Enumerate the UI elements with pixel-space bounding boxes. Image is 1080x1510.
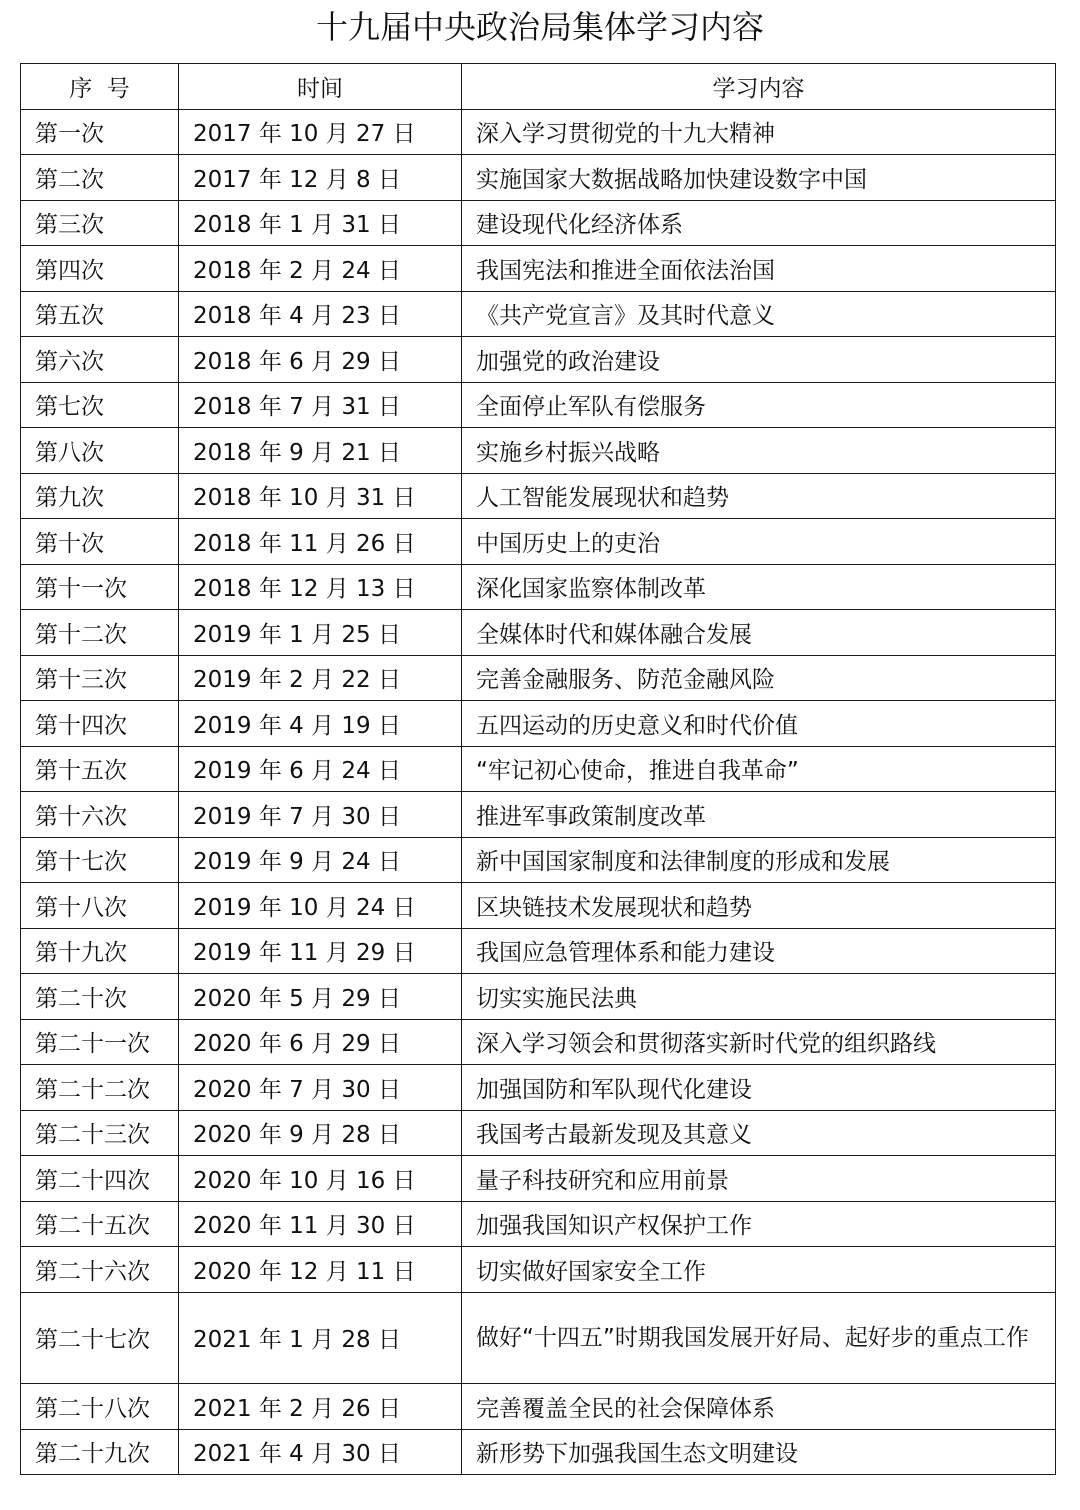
date-cell: 2019 年 9 月 24 日 (179, 837, 462, 883)
topic-cell: 五四运动的历史意义和时代价值 (462, 701, 1056, 747)
date-cell: 2021 年 4 月 30 日 (179, 1429, 462, 1475)
topic-cell: 实施乡村振兴战略 (462, 428, 1056, 474)
date-cell: 2019 年 11 月 29 日 (179, 928, 462, 974)
topic-cell: 区块链技术发展现状和趋势 (462, 883, 1056, 929)
seq-cell: 第二十次 (21, 974, 179, 1020)
seq-cell: 第二十八次 (21, 1384, 179, 1430)
seq-cell: 第八次 (21, 428, 179, 474)
topic-cell: 我国应急管理体系和能力建设 (462, 928, 1056, 974)
seq-cell: 第二十五次 (21, 1201, 179, 1247)
date-cell: 2018 年 11 月 26 日 (179, 519, 462, 565)
date-cell: 2019 年 1 月 25 日 (179, 610, 462, 656)
topic-cell: 深入学习领会和贯彻落实新时代党的组织路线 (462, 1019, 1056, 1065)
topic-cell: 深化国家监察体制改革 (462, 564, 1056, 610)
date-cell: 2020 年 11 月 30 日 (179, 1201, 462, 1247)
topic-cell: 加强国防和军队现代化建设 (462, 1065, 1056, 1111)
date-cell: 2017 年 10 月 27 日 (179, 109, 462, 155)
table-header-row (21, 64, 1056, 110)
date-cell: 2018 年 1 月 31 日 (179, 200, 462, 246)
seq-cell: 第四次 (21, 246, 179, 292)
table-row (21, 655, 1056, 701)
seq-cell: 第十八次 (21, 883, 179, 929)
topic-cell: 实施国家大数据战略加快建设数字中国 (462, 155, 1056, 201)
topic-cell: 人工智能发展现状和趋势 (462, 473, 1056, 519)
date-cell: 2019 年 7 月 30 日 (179, 792, 462, 838)
seq-cell: 第十七次 (21, 837, 179, 883)
seq-cell: 第十三次 (21, 655, 179, 701)
table-row (21, 1156, 1056, 1202)
date-cell: 2018 年 2 月 24 日 (179, 246, 462, 292)
seq-cell: 第二十三次 (21, 1110, 179, 1156)
header-content: 学习内容 (462, 64, 1056, 110)
seq-cell: 第十五次 (21, 746, 179, 792)
topic-cell: 全媒体时代和媒体融合发展 (462, 610, 1056, 656)
table-row (21, 246, 1056, 292)
table-row (21, 1292, 1056, 1384)
table-row (21, 792, 1056, 838)
date-cell: 2018 年 9 月 21 日 (179, 428, 462, 474)
date-cell: 2020 年 9 月 28 日 (179, 1110, 462, 1156)
date-cell: 2019 年 4 月 19 日 (179, 701, 462, 747)
table-row (21, 428, 1056, 474)
seq-cell: 第一次 (21, 109, 179, 155)
table-row (21, 109, 1056, 155)
seq-cell: 第六次 (21, 337, 179, 383)
date-cell: 2017 年 12 月 8 日 (179, 155, 462, 201)
topic-cell: 我国考古最新发现及其意义 (462, 1110, 1056, 1156)
topic-cell: 新形势下加强我国生态文明建设 (462, 1429, 1056, 1475)
table-row (21, 155, 1056, 201)
date-cell: 2019 年 2 月 22 日 (179, 655, 462, 701)
date-cell: 2020 年 7 月 30 日 (179, 1065, 462, 1111)
date-cell: 2018 年 10 月 31 日 (179, 473, 462, 519)
seq-cell: 第五次 (21, 291, 179, 337)
date-cell: 2020 年 5 月 29 日 (179, 974, 462, 1020)
seq-cell: 第十六次 (21, 792, 179, 838)
seq-cell: 第二十六次 (21, 1247, 179, 1293)
seq-cell: 第十一次 (21, 564, 179, 610)
date-cell: 2020 年 10 月 16 日 (179, 1156, 462, 1202)
date-cell: 2018 年 6 月 29 日 (179, 337, 462, 383)
table-row (21, 291, 1056, 337)
topic-cell: 切实实施民法典 (462, 974, 1056, 1020)
topic-cell: “牢记初心使命，推进自我革命” (462, 746, 1056, 792)
topic-cell: 完善金融服务、防范金融风险 (462, 655, 1056, 701)
table-row (21, 519, 1056, 565)
table-row (21, 473, 1056, 519)
date-cell: 2021 年 2 月 26 日 (179, 1384, 462, 1430)
topic-cell: 新中国国家制度和法律制度的形成和发展 (462, 837, 1056, 883)
seq-cell: 第七次 (21, 382, 179, 428)
table-row (21, 1429, 1056, 1475)
table-row (21, 1019, 1056, 1065)
date-cell: 2021 年 1 月 28 日 (179, 1292, 462, 1384)
topic-cell: 我国宪法和推进全面依法治国 (462, 246, 1056, 292)
table-row (21, 382, 1056, 428)
table-row (21, 1110, 1056, 1156)
seq-cell: 第二十二次 (21, 1065, 179, 1111)
table-row (21, 1065, 1056, 1111)
table-row (21, 928, 1056, 974)
date-cell: 2018 年 7 月 31 日 (179, 382, 462, 428)
table-row (21, 1201, 1056, 1247)
header-time: 时间 (179, 64, 462, 110)
topic-cell: 加强我国知识产权保护工作 (462, 1201, 1056, 1247)
topic-cell: 中国历史上的吏治 (462, 519, 1056, 565)
date-cell: 2018 年 4 月 23 日 (179, 291, 462, 337)
date-cell: 2020 年 12 月 11 日 (179, 1247, 462, 1293)
table-row (21, 837, 1056, 883)
seq-cell: 第二十一次 (21, 1019, 179, 1065)
seq-cell: 第十二次 (21, 610, 179, 656)
topic-cell: 做好“十四五”时期我国发展开好局、起好步的重点工作 (462, 1292, 1056, 1384)
topic-cell: 建设现代化经济体系 (462, 200, 1056, 246)
topic-cell: 推进军事政策制度改革 (462, 792, 1056, 838)
topic-cell: 切实做好国家安全工作 (462, 1247, 1056, 1293)
table-row (21, 1247, 1056, 1293)
table-row (21, 200, 1056, 246)
seq-cell: 第十九次 (21, 928, 179, 974)
table-row (21, 1384, 1056, 1430)
topic-cell: 完善覆盖全民的社会保障体系 (462, 1384, 1056, 1430)
table-row (21, 564, 1056, 610)
table-row (21, 610, 1056, 656)
seq-cell: 第二次 (21, 155, 179, 201)
topic-cell: 量子科技研究和应用前景 (462, 1156, 1056, 1202)
topic-cell: 《共产党宣言》及其时代意义 (462, 291, 1056, 337)
seq-cell: 第十次 (21, 519, 179, 565)
seq-cell: 第十四次 (21, 701, 179, 747)
table-row (21, 337, 1056, 383)
seq-cell: 第三次 (21, 200, 179, 246)
seq-cell: 第九次 (21, 473, 179, 519)
date-cell: 2018 年 12 月 13 日 (179, 564, 462, 610)
seq-cell: 第二十七次 (21, 1292, 179, 1384)
seq-cell: 第二十九次 (21, 1429, 179, 1475)
date-cell: 2019 年 6 月 24 日 (179, 746, 462, 792)
seq-cell: 第二十四次 (21, 1156, 179, 1202)
date-cell: 2019 年 10 月 24 日 (179, 883, 462, 929)
study-table (20, 63, 1056, 1475)
date-cell: 2020 年 6 月 29 日 (179, 1019, 462, 1065)
table-row (21, 701, 1056, 747)
table-row (21, 883, 1056, 929)
table-row (21, 974, 1056, 1020)
topic-cell: 全面停止军队有偿服务 (462, 382, 1056, 428)
header-seq: 序 号 (21, 64, 179, 110)
page-title: 十九届中央政治局集体学习内容 (315, 8, 764, 46)
topic-cell: 深入学习贯彻党的十九大精神 (462, 109, 1056, 155)
topic-cell: 加强党的政治建设 (462, 337, 1056, 383)
table-row (21, 746, 1056, 792)
